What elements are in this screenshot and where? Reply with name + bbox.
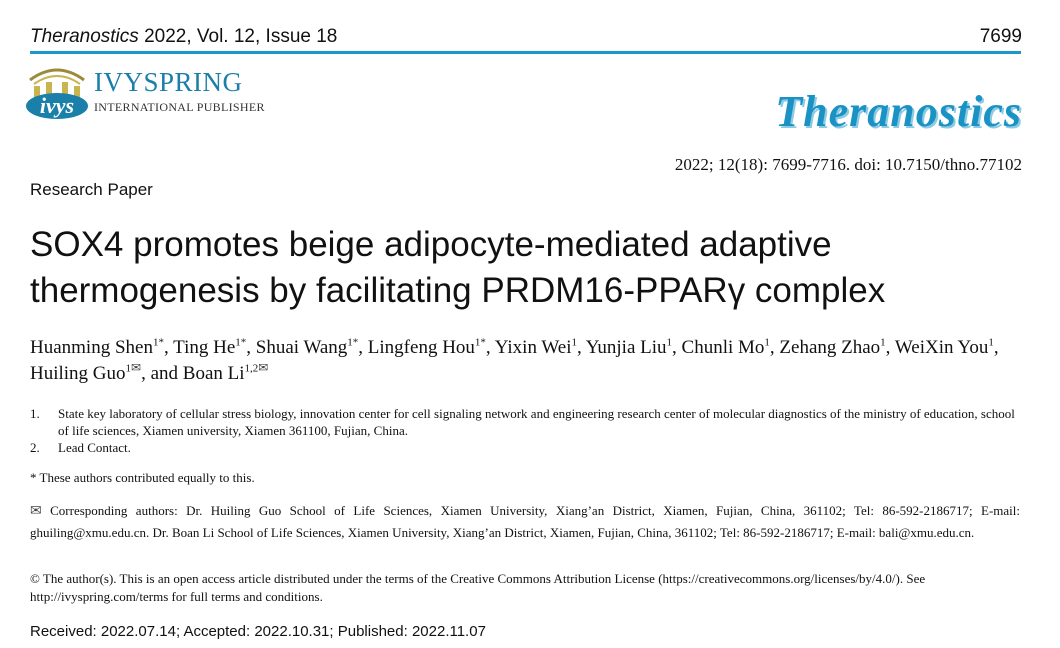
license-statement: © The author(s). This is an open access article distributed under the terms of the Creative Commons Attribution License (https://creativecommons.org/licenses/by/4.0/). See http://ivyspring.com/terms for full terms and conditions. — [30, 571, 926, 604]
author — [495, 337, 577, 358]
author — [895, 337, 994, 358]
author — [173, 337, 246, 358]
author-name: Shuai Wang — [255, 337, 348, 358]
author-affiliation-sup: 1 — [125, 362, 132, 375]
running-header — [30, 26, 337, 48]
affiliation-number: 2. — [30, 440, 40, 455]
affiliation-text: Lead Contact. — [58, 440, 131, 455]
author-name: Boan Li — [182, 363, 245, 384]
affiliation-text: State key laboratory of cellular stress biology, innovation center for cell signaling network and engineering research center of molecular diagnostics of the ministry of education, school of life sciences, Xiamen university, Xiamen 361100, Fujian, China. — [58, 406, 1015, 438]
corresponding-text: Corresponding authors: Dr. Huiling Guo School of Life Sciences, Xiamen University, Xiang’an District, Xiamen, Fujian, China, 361102; Tel: 86-592-2186717; E-mail: ghuiling@xmu.edu.cn. Dr. Boan Li School of Life Sciences, Xiamen University, Xiang’an District, Xiamen, Fujian, China, 361102; Tel: 86-592-2186717; E-mail: bali@xmu.edu.cn. — [30, 503, 1021, 540]
article-type: Research Paper — [30, 180, 153, 199]
author-name: WeiXin You — [894, 337, 989, 358]
author-affiliation-sup: 1 — [988, 336, 994, 349]
header-volume-issue: 2022, Vol. 12, Issue 18 — [144, 26, 338, 47]
author-list: Huanming Shen$^{1*}$, Ting $He^{1*}$, Shuai Wang$^{1*}$, Lingfeng Hou$^{1*}$, Yixin Wei$^1$, Yunjia Liu$^1$, Chunli Mo$^1$, Zehang Zhao$^1$, WeiXin You$^1$, Huiling Guo$^{1✉}$, and Boan $Li^{1,2✉}$ — [30, 336, 999, 384]
publisher-subtitle: INTERNATIONAL PUBLISHER — [94, 100, 265, 114]
envelope-icon: ✉ — [131, 360, 142, 375]
corresponding-authors — [30, 500, 1020, 544]
article-title — [30, 222, 1030, 314]
envelope-icon: ✉ — [258, 360, 269, 375]
author-affiliation-sup: 1 — [880, 336, 886, 349]
title-line-2: thermogenesis by facilitating PRDM16-PPARγ complex — [30, 271, 886, 310]
author-affiliation-sup: 1* — [347, 336, 359, 349]
page-number: 7699 — [979, 26, 1022, 47]
author-name: Huanming Shen — [30, 337, 153, 358]
author-affiliation-sup: 1* — [235, 336, 247, 349]
affiliation-item — [30, 439, 1020, 456]
author-affiliation-sup: 1 — [764, 336, 770, 349]
author-affiliation-sup: 1,2 — [244, 362, 259, 375]
author-affiliation-sup: 1 — [571, 336, 577, 349]
author — [586, 337, 672, 358]
affiliations — [30, 405, 1020, 456]
author — [368, 337, 486, 358]
title-line-1: SOX4 promotes beige adipocyte-mediated adaptive — [30, 225, 832, 264]
ivyspring-logo-text: ivys — [39, 93, 75, 118]
author-name: Yixin Wei — [494, 337, 572, 358]
header-rule — [30, 51, 1021, 54]
publisher-name: IVYSPRING — [94, 67, 243, 97]
author: and Boan $Li^{1,2✉}$ — [150, 360, 269, 384]
author — [779, 337, 885, 358]
journal-logo: Theranostics — [775, 87, 1022, 136]
author — [256, 337, 359, 358]
publication-dates: Received: 2022.07.14; Accepted: 2022.10.31; Published: 2022.11.07 — [30, 623, 486, 640]
envelope-icon: ✉ — [30, 504, 42, 519]
header-journal-name: Theranostics — [30, 26, 139, 47]
author-affiliation-sup: 1* — [474, 336, 486, 349]
author — [30, 337, 164, 358]
author-name: Ting He — [173, 337, 236, 358]
citation: 2022; 12(18): 7699-7716. doi: 10.7150/thno.77102 — [674, 155, 1022, 174]
ivyspring-logo-icon — [24, 66, 90, 122]
author-name: Huiling Guo — [30, 363, 126, 384]
author-name: Yunjia Liu — [585, 337, 667, 358]
author-affiliation-sup: 1* — [152, 336, 164, 349]
author-name: Lingfeng Hou — [367, 337, 475, 358]
affiliation-item — [30, 405, 1020, 439]
equal-contribution-note: * These authors contributed equally to this. — [30, 470, 255, 485]
affiliation-number: 1. — [30, 406, 40, 421]
author-name: Zehang Zhao — [779, 337, 881, 358]
author — [30, 360, 142, 384]
author — [682, 337, 770, 358]
author-name: Chunli Mo — [681, 337, 765, 358]
author-affiliation-sup: 1 — [666, 336, 673, 349]
